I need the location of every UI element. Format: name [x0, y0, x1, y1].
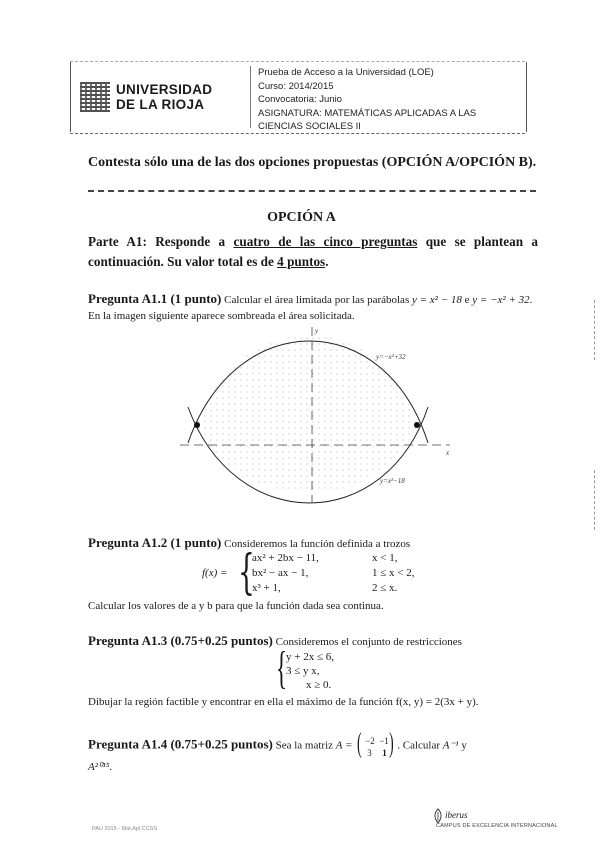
iberus-brand: iberus	[445, 810, 468, 820]
q1-text-b: e	[461, 294, 473, 306]
piece-2-cond: 1 ≤ x < 2,	[372, 567, 415, 579]
matrix-right-paren: )	[389, 728, 394, 759]
matrix-m12: −1	[379, 736, 389, 746]
q4-power: A²⁰¹⁵.	[88, 761, 113, 773]
q3-intro: Consideremos el conjunto de restricciones	[272, 636, 462, 648]
exam-title: Prueba de Acceso a la Universidad (LOE)	[258, 67, 434, 78]
iberus-subtitle: CAMPUS DE EXCELENCIA INTERNACIONAL	[436, 823, 558, 829]
q4-text-a: Sea la matriz	[272, 739, 336, 752]
part-middle: que se plantean a continuación. Su valor total es de	[88, 234, 538, 269]
question-a1-2	[88, 535, 540, 552]
constraint-3: x ≥ 0.	[306, 679, 332, 691]
constraints-system	[276, 642, 376, 695]
matrix-m22: 1	[382, 748, 387, 758]
q1-text-c: . En la imagen siguiente aparece sombreada el área solicitada.	[88, 294, 533, 322]
university-name	[116, 82, 212, 112]
label-bottom-parabola: y=x²−18	[380, 477, 405, 485]
piece-1-cond: x < 1,	[372, 552, 398, 564]
question-a1-3-title: Pregunta A1.3 (0.75+0.25 puntos)	[88, 633, 273, 648]
q1-eq-1: y = x² − 18	[411, 294, 462, 306]
q4-matrix-name: A =	[335, 739, 353, 752]
part-description	[88, 232, 538, 272]
university-name-line1: UNIVERSIDAD	[116, 82, 213, 97]
q4-matrix	[357, 728, 395, 759]
exam-info	[258, 66, 476, 134]
option-title: OPCIÓN A	[267, 210, 336, 225]
q2-intro: Consideremos la función definida a trozos	[221, 538, 411, 550]
part-prefix: Parte A1: Responde a	[88, 234, 234, 249]
piecewise-fx: f(x) =	[202, 567, 228, 579]
part-underlined-points: 4 puntos	[277, 254, 326, 269]
q4-text-b: . Calcular	[397, 739, 443, 752]
constraints-brace: {	[276, 642, 288, 693]
q1-text-a: Calcular el área limitada por las parábolas	[221, 294, 412, 306]
exam-subject-line2: CIENCIAS SOCIALES II	[258, 121, 361, 133]
q1-eq-2: y = −x² + 32	[472, 294, 530, 306]
piece-1-expr: ax² + 2bx − 11,	[252, 552, 319, 564]
question-a1-3	[88, 633, 540, 650]
university-name-line2: DE LA RIOJA	[116, 97, 205, 112]
question-a1-1	[88, 291, 540, 324]
scan-edge-mark	[594, 300, 596, 360]
part-suffix: .	[325, 254, 329, 269]
q4-text-c: y	[458, 739, 467, 752]
question-a1-2-title: Pregunta A1.2 (1 punto)	[88, 535, 222, 550]
exam-subject-line1: ASIGNATURA: MATEMÁTICAS APLICADAS A LAS	[258, 107, 477, 119]
constraint-2: 3 ≤ y x,	[286, 665, 320, 677]
piece-2-expr: bx² − ax − 1,	[252, 567, 309, 579]
label-top-parabola: y=−x²+32	[376, 353, 406, 361]
instructions: Contesta sólo una de las dos opciones propuestas (OPCIÓN A/OPCIÓN B).	[88, 155, 537, 170]
exam-course: Curso: 2014/2015	[258, 80, 334, 92]
constraint-1: y + 2x ≤ 6,	[286, 651, 334, 663]
page-code: PAU 2015 - Mat.Apl.CCSS	[92, 826, 158, 832]
intersection-left	[194, 422, 200, 428]
label-axis-x: x	[446, 449, 450, 457]
question-a1-4	[88, 728, 540, 775]
piece-3-cond: 2 ≤ x.	[372, 582, 398, 594]
parabolas-plot	[180, 325, 460, 505]
q3-question: Dibujar la región factible y encontrar en ella el máximo de la función f(x, y) = 2(3x + y).	[88, 696, 479, 708]
matrix-m21: 3	[367, 748, 372, 758]
matrix-m11: −2	[365, 736, 375, 746]
separator-dashes	[88, 190, 536, 192]
q2-question: Calcular los valores de a y b para que la función dada sea continua.	[88, 600, 384, 612]
university-logo-icon	[80, 82, 110, 112]
label-axis-y: y	[315, 327, 319, 335]
piece-3-expr: x³ + 1,	[252, 582, 281, 594]
scan-edge-mark	[594, 470, 596, 530]
question-a1-1-title: Pregunta A1.1 (1 punto)	[88, 291, 222, 306]
piecewise-brace: {	[238, 544, 255, 600]
header-divider	[250, 66, 251, 128]
exam-session: Convocatoria: Junio	[258, 94, 342, 106]
iberus-logo-icon	[432, 808, 444, 824]
intersection-right	[414, 422, 420, 428]
part-underlined-count: cuatro de las cinco preguntas	[233, 234, 418, 249]
question-a1-4-title: Pregunta A1.4 (0.75+0.25 puntos)	[88, 736, 273, 752]
matrix-left-paren: (	[357, 728, 362, 759]
q4-inverse: A⁻¹	[442, 739, 459, 752]
